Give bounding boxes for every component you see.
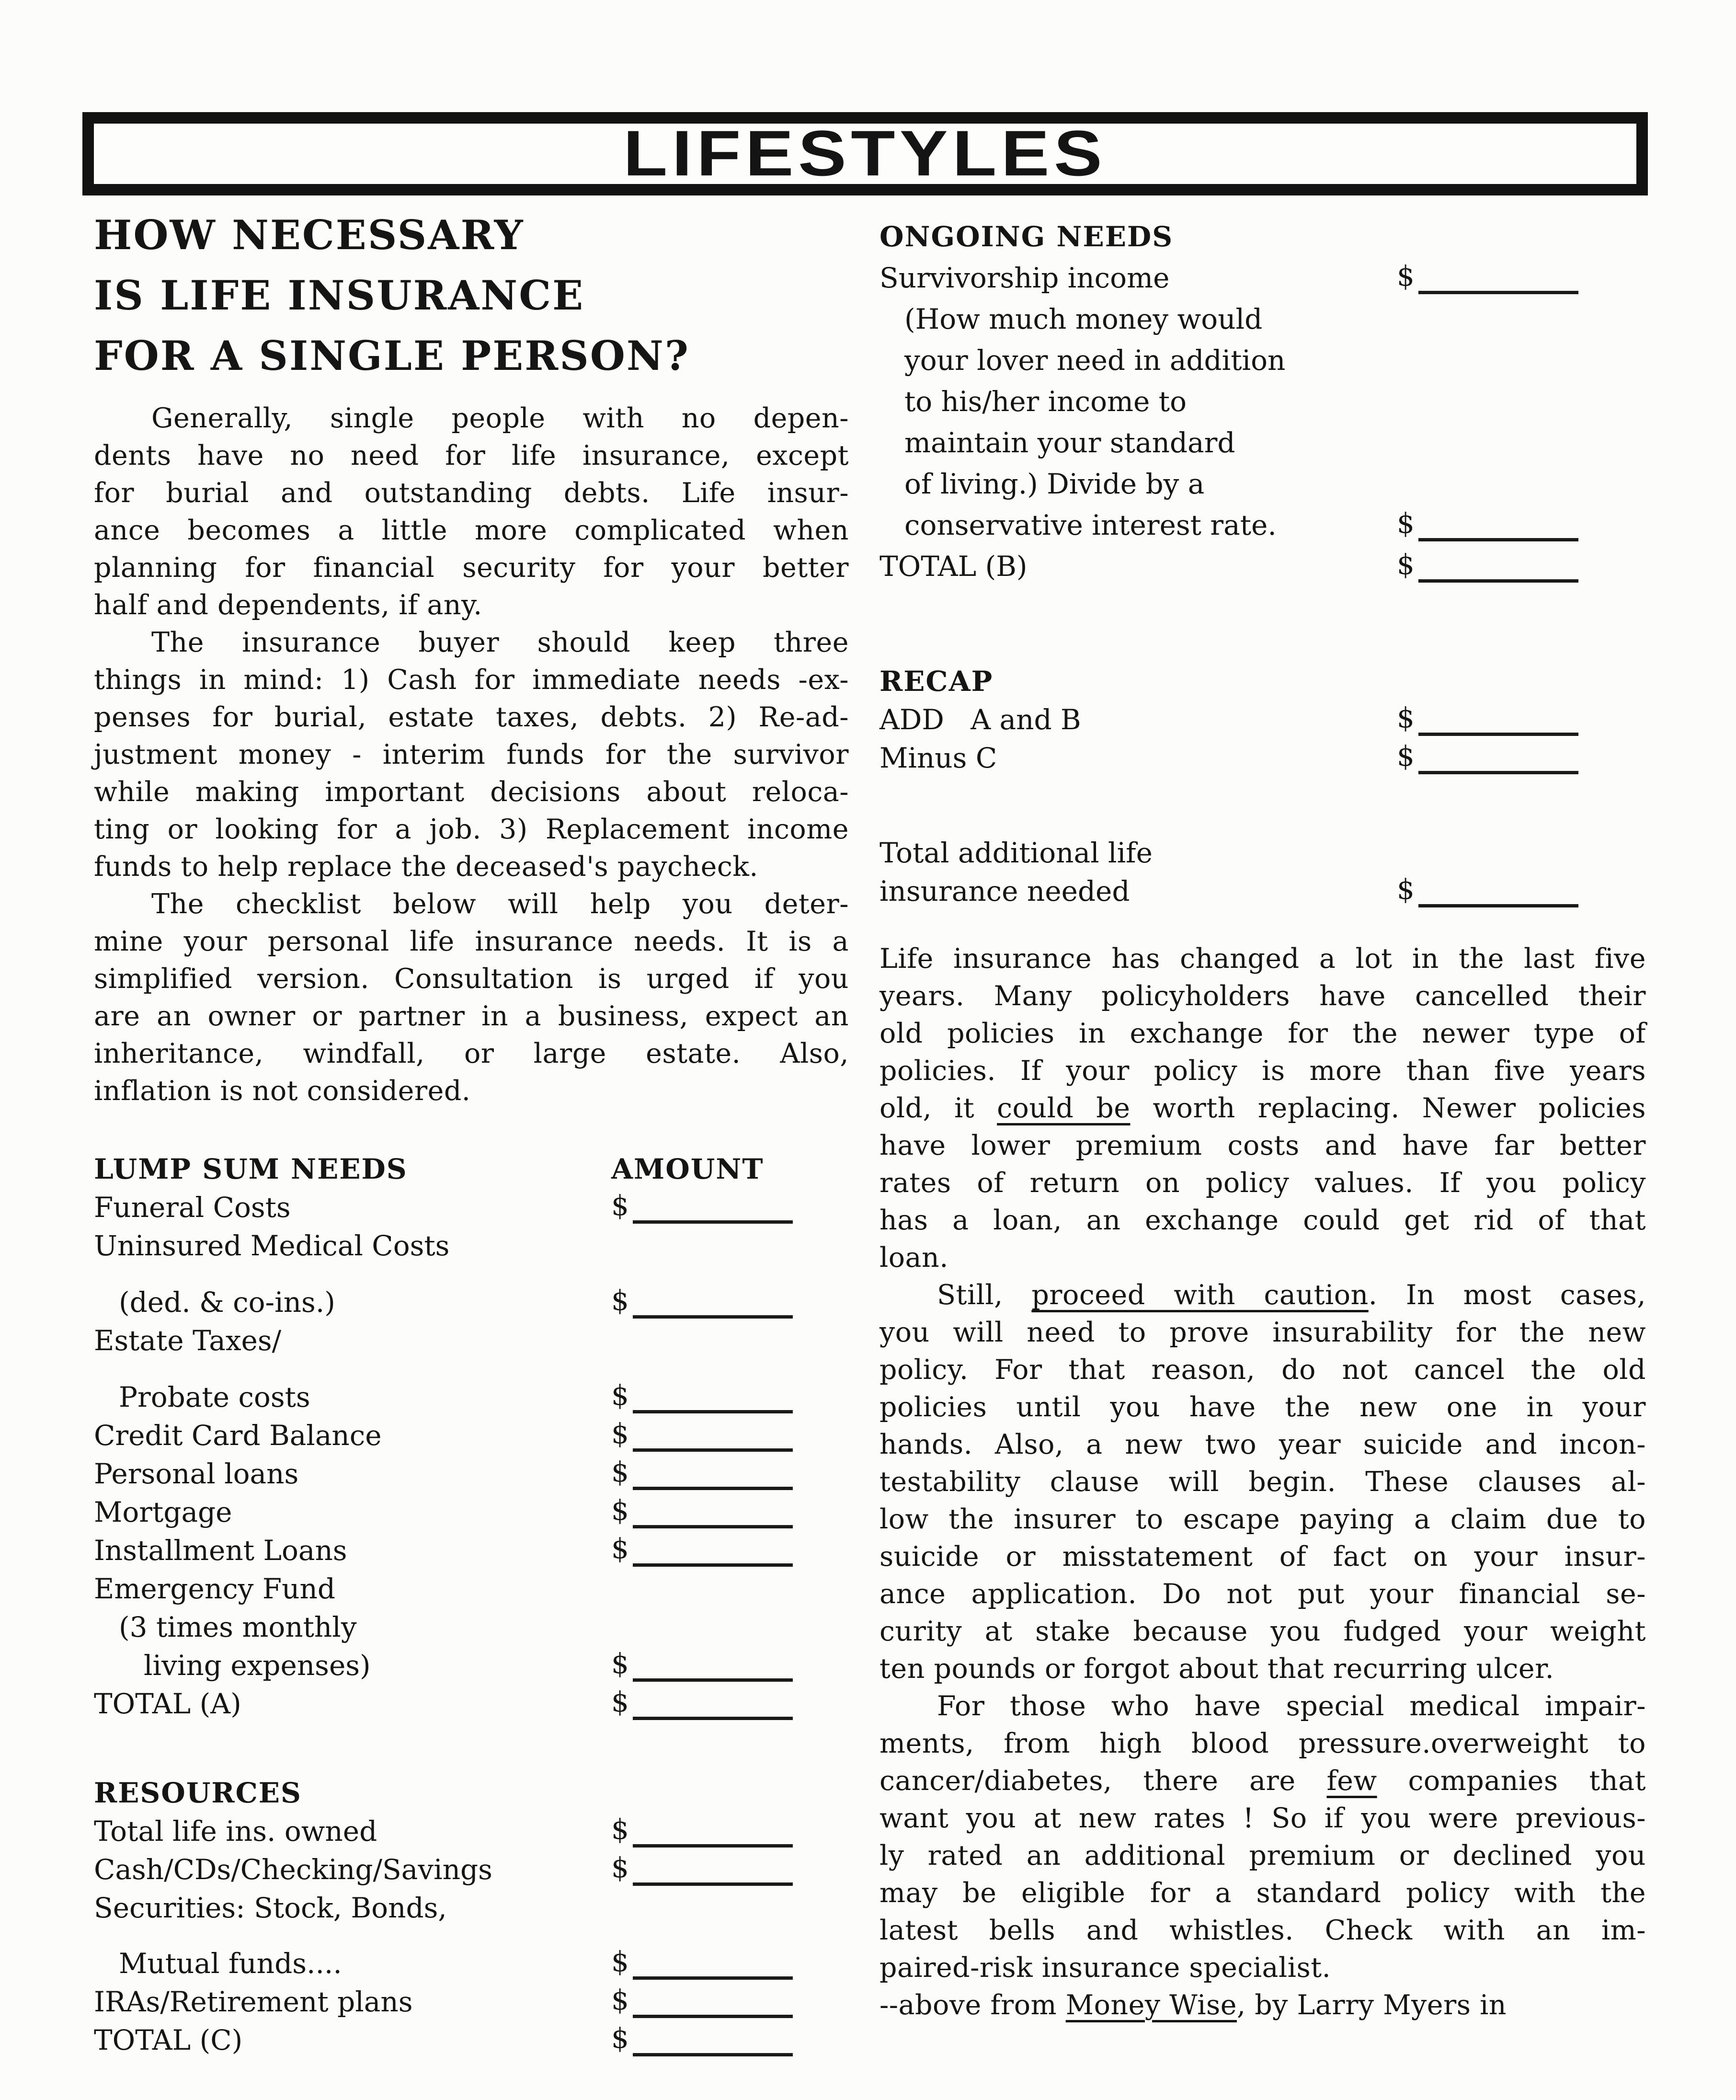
text-line: simplified version. Consultation is urged if you [94, 963, 849, 995]
text-line: while making important decisions about reloca- [94, 776, 849, 808]
text-line: policies until you have the new one in your [879, 1391, 1646, 1423]
left-column [94, 205, 849, 2059]
text-segment: cancer/diabetes, there are [879, 1765, 1327, 1797]
blank-amount-line [633, 2037, 793, 2056]
row-label: of living.) Divide by a [904, 468, 1205, 500]
underlined-text: few [1326, 1765, 1377, 1797]
checklist-row [94, 1188, 849, 1227]
amount-field [611, 1984, 793, 2018]
section-header-row [879, 215, 1646, 256]
amount-field [611, 1494, 793, 1528]
dollar-sign: $ [611, 1494, 629, 1526]
text-line: may be eligible for a standard policy with the [879, 1877, 1646, 1909]
row-label: (ded. & co-ins.) [119, 1286, 335, 1319]
checklist-row [94, 2021, 849, 2059]
row-label: living expenses) [144, 1649, 371, 1682]
amount-field [611, 2022, 793, 2056]
checklist-row [94, 1850, 849, 1889]
section-title: RESOURCES [94, 1777, 302, 1809]
row-label: Total life ins. owned [94, 1815, 377, 1848]
text-line: justment money - interim funds for the survivor [94, 739, 849, 770]
banner-title: LIFESTYLES [623, 117, 1107, 190]
row-label: Uninsured Medical Costs [94, 1229, 450, 1262]
paragraph [879, 1986, 1646, 2024]
paragraph [879, 940, 1646, 1276]
checklist-row [879, 297, 1646, 338]
checklist-row [94, 1944, 849, 1983]
text-line: years. Many policyholders have cancelled their [879, 980, 1646, 1012]
checklist-row [879, 739, 1646, 777]
text-line: latest bells and whistles. Check with an im- [879, 1915, 1646, 1946]
checklist-row [879, 544, 1646, 585]
section-title: LUMP SUM NEEDS [94, 1153, 408, 1185]
article-title [94, 205, 849, 386]
row-label: Probate costs [119, 1381, 310, 1413]
row-label: Survivorship income [879, 262, 1170, 294]
checklist-row [94, 1646, 849, 1685]
dollar-sign: $ [1397, 507, 1415, 539]
recap-rows [879, 700, 1646, 910]
dollar-sign: $ [611, 1686, 629, 1718]
row-label: Minus C [879, 742, 997, 774]
amount-field [611, 1813, 793, 1848]
text-line: testability clause will begin. These clauses al- [879, 1466, 1646, 1498]
blank-amount-line [1418, 522, 1578, 541]
row-label: Mortgage [94, 1496, 232, 1528]
amount-field [611, 1945, 793, 1980]
blank-amount-line [633, 1547, 793, 1567]
amount-field [611, 1686, 793, 1720]
dollar-sign: $ [611, 1379, 629, 1411]
row-label: insurance needed [879, 875, 1130, 907]
amount-field [611, 1456, 793, 1490]
text-line: low the insurer to escape paying a claim due to [879, 1503, 1646, 1535]
dollar-sign: $ [611, 1456, 629, 1488]
row-label: Personal loans [94, 1457, 299, 1490]
row-label: IRAs/Retirement plans [94, 1985, 413, 2018]
amount-column-header: AMOUNT [611, 1153, 764, 1185]
row-label: Funeral Costs [94, 1191, 291, 1224]
text-line [879, 1762, 1646, 1800]
row-label: TOTAL (A) [94, 1687, 241, 1720]
text-line: want you at new rates ! So if you were previous- [879, 1802, 1646, 1834]
amount-field [1397, 701, 1578, 736]
text-segment: old, it [879, 1092, 997, 1124]
amount-field [1397, 548, 1578, 583]
row-label: to his/her income to [904, 385, 1187, 418]
checklist-row [94, 1283, 849, 1321]
row-label: your lover need in addition [904, 344, 1286, 377]
checklist-row [94, 1455, 849, 1493]
checklist-row [94, 1570, 849, 1608]
amount-field [611, 1379, 793, 1413]
section-header-row [94, 1774, 849, 1812]
blank-amount-line [633, 1700, 793, 1720]
row-label: maintain your standard [904, 426, 1235, 459]
text-line: For those who have special medical impair- [937, 1690, 1646, 1722]
article-title-line: IS LIFE INSURANCE [94, 272, 585, 319]
checklist-row [94, 1812, 849, 1850]
row-label: Emergency Fund [94, 1572, 335, 1605]
text-line: old policies in exchange for the newer type of [879, 1018, 1646, 1049]
text-line: things in mind: 1) Cash for immediate needs -ex- [94, 664, 849, 696]
checklist-row [94, 1416, 849, 1455]
blank-amount-line [633, 1662, 793, 1682]
dollar-sign: $ [611, 1647, 629, 1680]
dollar-sign: $ [611, 1945, 629, 1978]
text-line: curity at stake because you fudged your weight [879, 1616, 1646, 1647]
checklist-row [94, 1493, 849, 1531]
lump-sum-needs-section [94, 1150, 849, 1723]
text-segment: companies that [1377, 1765, 1646, 1797]
row-label: TOTAL (B) [879, 550, 1028, 583]
text-line: Generally, single people with no depen- [151, 402, 849, 434]
text-line: have lower premium costs and have far better [879, 1130, 1646, 1161]
paragraph [94, 885, 849, 1110]
section-header-row [94, 1150, 849, 1188]
lump-sum-rows [94, 1188, 849, 1723]
dollar-sign: $ [611, 2022, 629, 2054]
row-label: Credit Card Balance [94, 1419, 382, 1452]
amount-field [611, 1532, 793, 1567]
checklist-row [94, 1378, 849, 1416]
resources-rows [94, 1812, 849, 2059]
dollar-sign: $ [1397, 873, 1415, 906]
amount-field [1397, 260, 1578, 294]
checklist-row [879, 421, 1646, 462]
amount-field [611, 1647, 793, 1682]
text-line: funds to help replace the deceased's paycheck. [94, 851, 758, 883]
text-line: policy. For that reason, do not cancel the old [879, 1354, 1646, 1386]
checklist-row [94, 1608, 849, 1646]
amount-field [611, 1851, 793, 1886]
text-line: ance application. Do not put your financial se- [879, 1578, 1646, 1610]
underlined-text: could be [997, 1092, 1131, 1124]
checklist-row [94, 1227, 849, 1265]
paragraph [94, 400, 849, 624]
right-column [879, 205, 1646, 2024]
row-label: TOTAL (C) [94, 2024, 243, 2056]
row-label: Mutual funds.... [119, 1947, 342, 1980]
checklist-row [94, 1685, 849, 1723]
amount-field [1397, 507, 1578, 541]
text-line: inflation is not considered. [94, 1075, 471, 1107]
text-line: Life insurance has changed a lot in the last five [879, 943, 1646, 975]
article-title-line: FOR A SINGLE PERSON? [94, 332, 690, 379]
row-label: Cash/CDs/Checking/Savings [94, 1853, 492, 1886]
paragraph [879, 1276, 1646, 1687]
text-line [879, 1986, 1646, 2024]
checklist-row [879, 338, 1646, 379]
text-line: half and dependents, if any. [94, 589, 482, 621]
text-segment: Still, [937, 1279, 1032, 1311]
checklist-row [879, 379, 1646, 421]
text-line: inheritance, windfall, or large estate. Also, [94, 1038, 849, 1069]
text-line: ten pounds or forgot about that recurring ulcer. [879, 1653, 1554, 1685]
text-line: ance becomes a little more complicated when [94, 515, 849, 546]
blank-amount-line [1418, 755, 1578, 774]
resources-section [94, 1774, 849, 2059]
text-line: are an owner or partner in a business, expect an [94, 1000, 849, 1032]
text-line: The insurance buyer should keep three [151, 627, 849, 658]
ongoing-rows [879, 256, 1646, 585]
blank-amount-line [633, 1204, 793, 1224]
row-label: (How much money would [904, 303, 1263, 335]
blank-amount-line [1418, 888, 1578, 907]
checklist-row [94, 1531, 849, 1570]
section-title: RECAP [879, 665, 994, 698]
article-title-line: HOW NECESSARY [94, 211, 525, 259]
text-line: for burial and outstanding debts. Life insur- [94, 477, 849, 509]
checklist-row [94, 1321, 849, 1360]
text-line [879, 1276, 1646, 1314]
dollar-sign: $ [611, 1851, 629, 1884]
dollar-sign: $ [611, 1813, 629, 1846]
text-line: ting or looking for a job. 3) Replacement income [94, 814, 849, 845]
text-line [879, 1090, 1646, 1127]
lifestyles-banner [82, 112, 1648, 195]
text-line: policies. If your policy is more than five years [879, 1055, 1646, 1087]
paragraph [879, 1687, 1646, 1986]
dollar-sign: $ [1397, 548, 1415, 581]
amount-field [611, 1284, 793, 1319]
section-title: ONGOING NEEDS [879, 220, 1174, 253]
checklist-row [879, 700, 1646, 739]
blank-amount-line [633, 1299, 793, 1319]
dollar-sign: $ [611, 1284, 629, 1317]
dollar-sign: $ [1397, 260, 1415, 292]
checklist-row [879, 872, 1646, 910]
blank-amount-line [633, 1828, 793, 1848]
amount-field [611, 1417, 793, 1452]
text-line: penses for burial, estate taxes, debts. 2) Re-ad- [94, 701, 849, 733]
amount-field [1397, 740, 1578, 774]
row-label: conservative interest rate. [904, 509, 1277, 541]
row-label: Installment Loans [94, 1534, 347, 1567]
blank-amount-line [633, 1432, 793, 1452]
ongoing-needs-section [879, 215, 1646, 585]
text-segment: . In most cases, [1368, 1279, 1646, 1311]
amount-field [611, 1189, 793, 1224]
underlined-text: Money Wise [1065, 1989, 1237, 2021]
text-line: suicide or misstatement of fact on your insur- [879, 1541, 1646, 1572]
text-segment: --above from [879, 1989, 1066, 2021]
text-line: paired-risk insurance specialist. [879, 1952, 1331, 1984]
paragraph [94, 624, 849, 885]
text-line: loan. [879, 1242, 948, 1274]
text-line: planning for financial security for your better [94, 552, 849, 584]
blank-amount-line [633, 1470, 793, 1490]
text-line: you will need to prove insurability for the new [879, 1317, 1646, 1348]
blank-amount-line [1418, 716, 1578, 736]
row-label: Securities: Stock, Bonds, [94, 1892, 447, 1924]
blank-amount-line [633, 1394, 793, 1413]
row-label: Estate Taxes/ [94, 1324, 282, 1357]
dollar-sign: $ [611, 1189, 629, 1222]
dollar-sign: $ [1397, 740, 1415, 772]
blank-amount-line [633, 1866, 793, 1886]
text-line: rates of return on policy values. If you policy [879, 1167, 1646, 1199]
dollar-sign: $ [611, 1984, 629, 2016]
dollar-sign: $ [611, 1417, 629, 1450]
checklist-row [879, 503, 1646, 544]
checklist-row [879, 462, 1646, 503]
checklist-row [94, 1983, 849, 2021]
text-segment: worth replacing. Newer policies [1130, 1092, 1646, 1124]
text-line: ly rated an additional premium or declined you [879, 1840, 1646, 1871]
row-label: (3 times monthly [119, 1611, 357, 1643]
text-line: mine your personal life insurance needs. It is a [94, 926, 849, 957]
blank-amount-line [633, 1960, 793, 1980]
dollar-sign: $ [611, 1532, 629, 1565]
text-line: dents have no need for life insurance, except [94, 440, 849, 471]
recap-section [879, 662, 1646, 910]
text-line: The checklist below will help you deter- [151, 888, 849, 920]
blank-amount-line [1418, 563, 1578, 583]
amount-field [1397, 873, 1578, 907]
text-line: has a loan, an exchange could get rid of that [879, 1205, 1646, 1236]
blank-amount-line [1418, 275, 1578, 294]
blank-amount-line [633, 1509, 793, 1528]
text-line: ments, from high blood pressure.overweight to [879, 1728, 1646, 1759]
row-label: ADD A and B [879, 703, 1081, 736]
checklist-row [94, 1889, 849, 1927]
underlined-text: proceed with caution [1031, 1279, 1369, 1311]
text-segment: , by Larry Myers in [1236, 1989, 1507, 2021]
row-label: Total additional life [879, 837, 1153, 869]
text-line: hands. Also, a new two year suicide and incon- [879, 1429, 1646, 1460]
section-header-row [879, 662, 1646, 700]
dollar-sign: $ [1397, 701, 1415, 734]
checklist-row [879, 256, 1646, 297]
blank-amount-line [633, 1998, 793, 2018]
checklist-row [879, 834, 1646, 872]
